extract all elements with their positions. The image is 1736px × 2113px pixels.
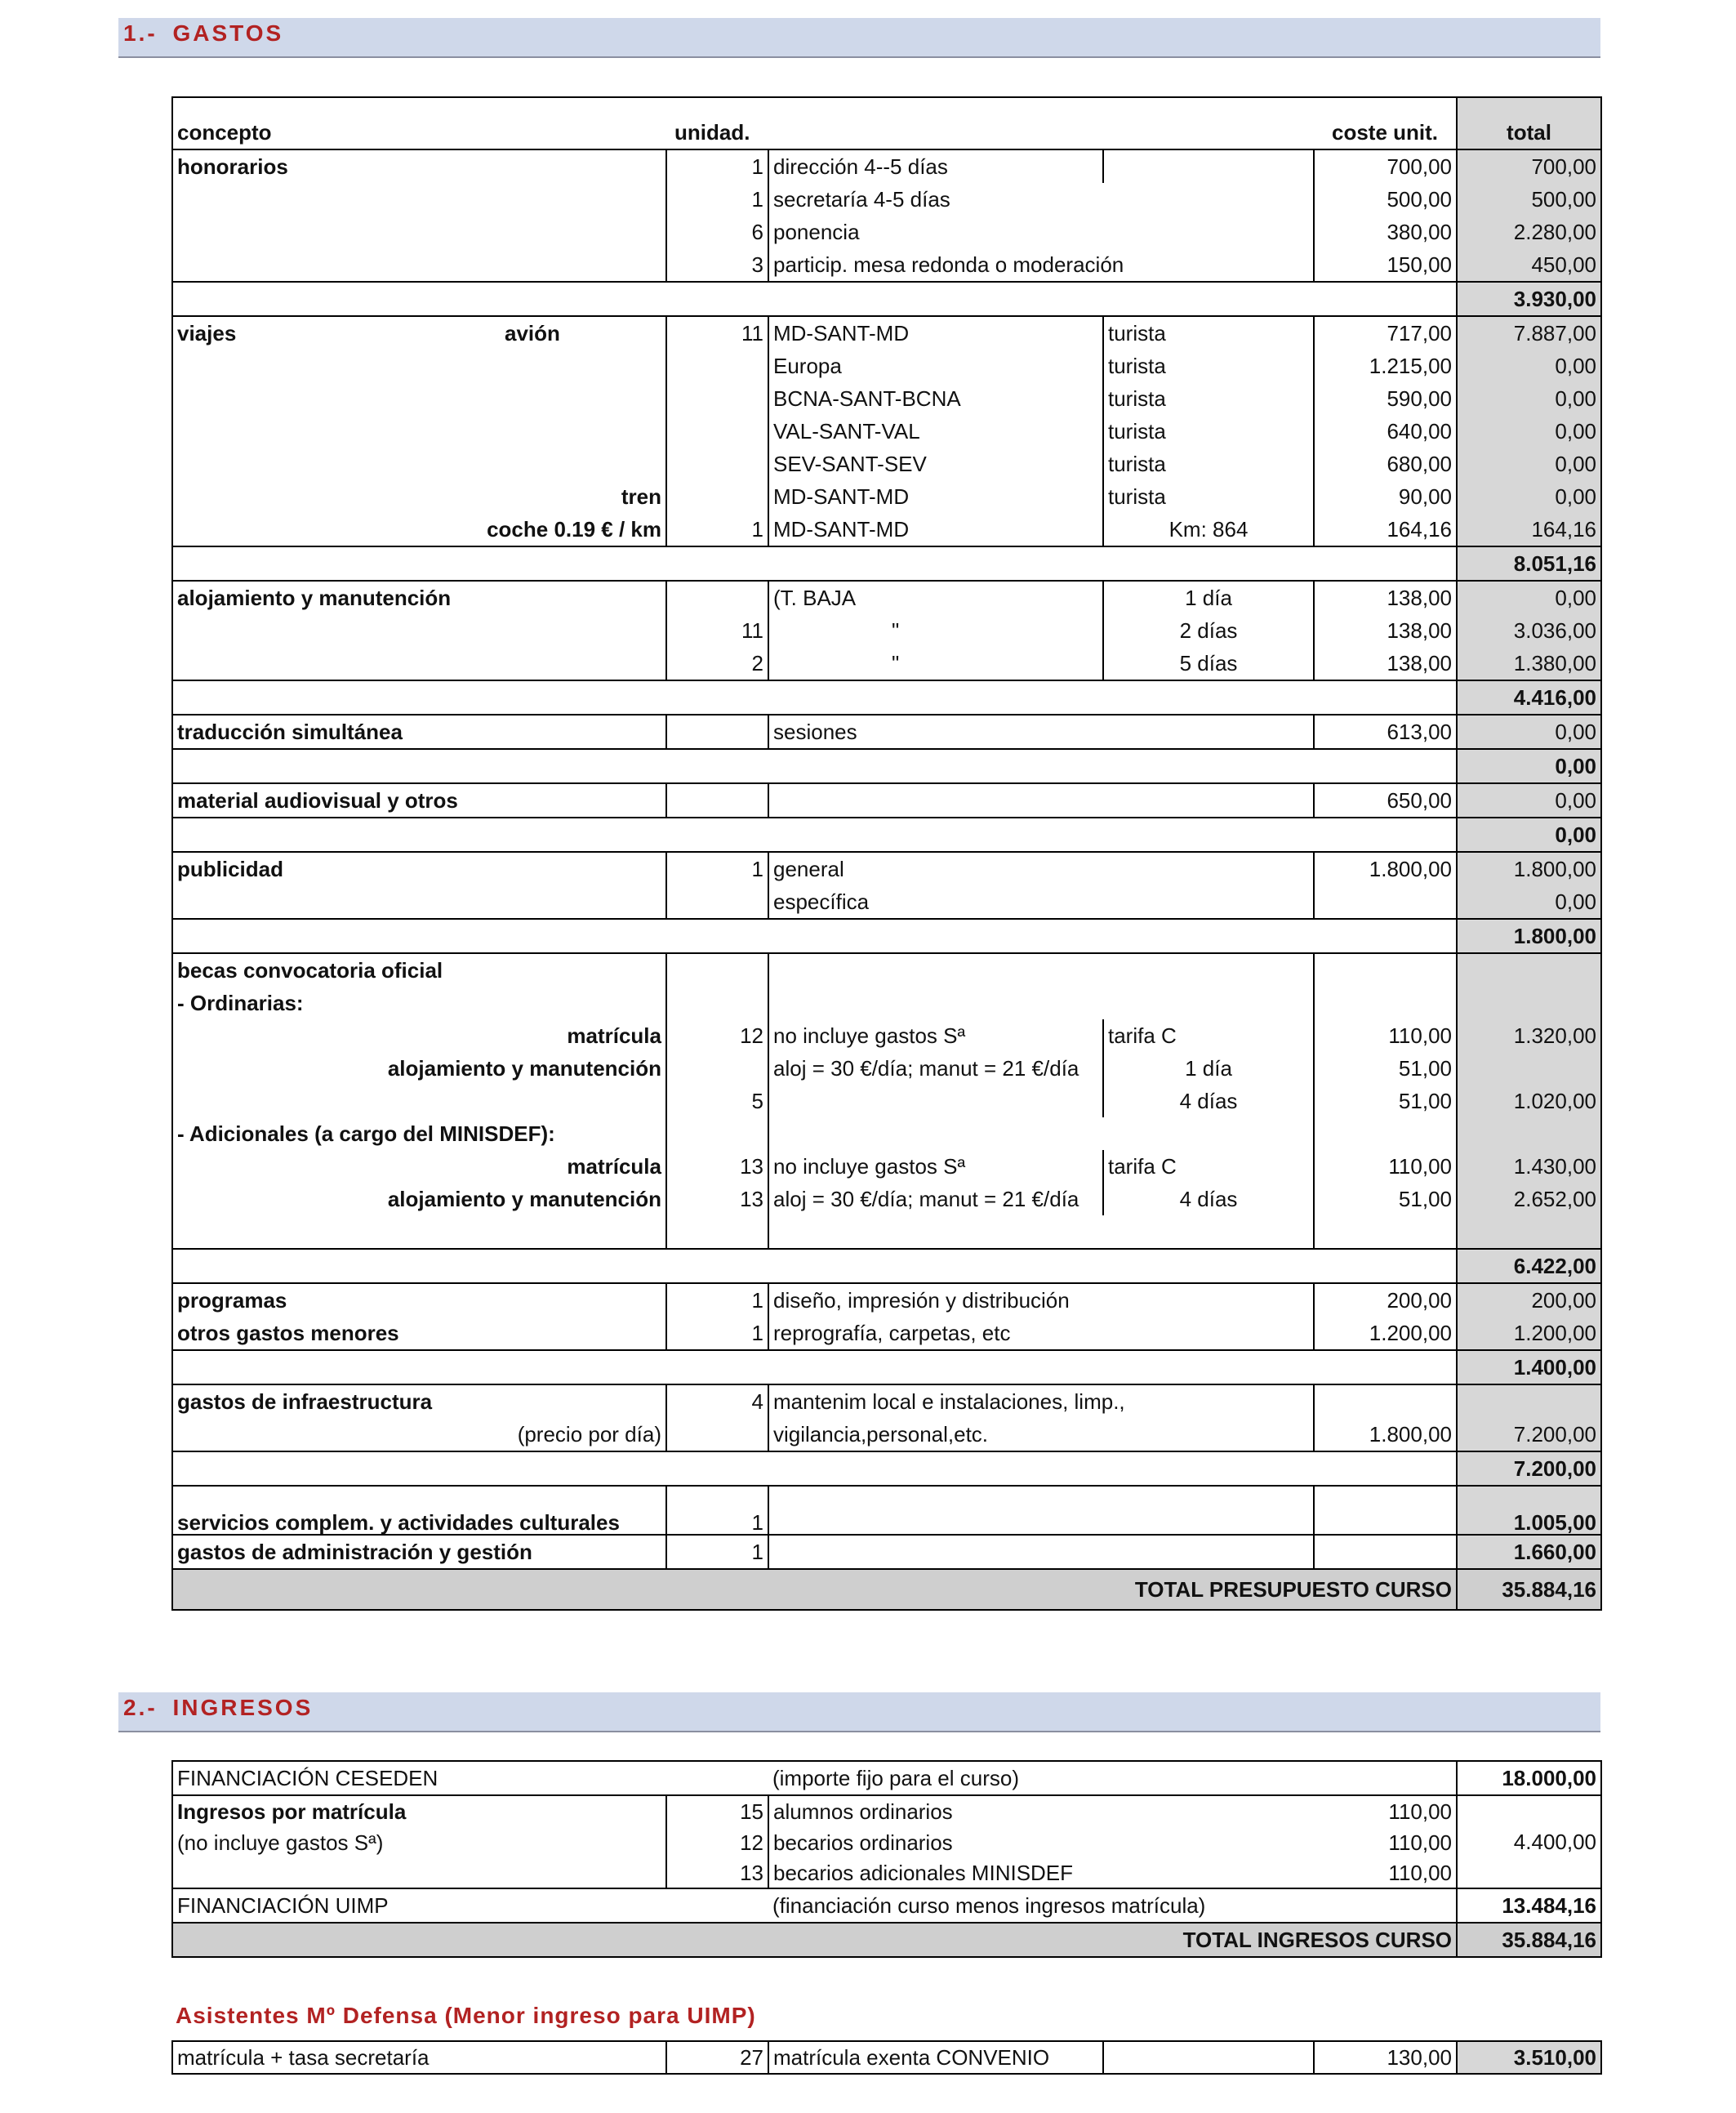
unit-cell: [666, 415, 768, 448]
description-cell: general: [768, 852, 1314, 885]
total-cell: 1.430,00: [1457, 1150, 1601, 1183]
matricula-units: 12: [666, 1827, 768, 1858]
type-cell: turista: [1103, 448, 1314, 480]
concept-cell: [172, 614, 666, 647]
col-unidad: unidad.: [674, 120, 750, 145]
unit-cell: 11: [666, 614, 768, 647]
matricula-desc: becarios adicionales MINISDEF: [773, 1861, 1074, 1885]
concept-cell: honorarios: [172, 149, 666, 183]
description-cell: particip. mesa redonda o moderación: [768, 248, 1314, 282]
gastos-heading: 1.- GASTOS: [123, 20, 284, 46]
ingresos-total-row: [172, 1923, 1601, 1957]
unit-cell: 1: [666, 149, 768, 183]
subtotal-row: [172, 680, 1601, 715]
gastos-line-item: [172, 953, 1601, 987]
price-cell: 200,00: [1387, 1288, 1452, 1313]
price-cell: 590,00: [1387, 386, 1452, 411]
total-cell: 164,16: [1457, 513, 1601, 546]
description-cell: no incluye gastos Sª: [768, 1150, 1103, 1183]
gastos-line-item: [172, 1535, 1601, 1569]
description-cell: [768, 783, 1314, 818]
gastos-line-item: [172, 852, 1601, 885]
matricula-row-2: [172, 1827, 1601, 1858]
gastos-line-item: [172, 614, 1601, 647]
subtotal-value: 0,00: [1457, 749, 1601, 783]
unit-cell: 1: [666, 183, 768, 216]
type-cell: turista: [1103, 382, 1314, 415]
subtotal-row: [172, 749, 1601, 783]
gastos-line-item: [172, 581, 1601, 614]
concept-cell: matrícula: [172, 1019, 666, 1052]
matricula-price: 110,00: [1388, 1799, 1453, 1824]
concept-cell: [172, 248, 666, 282]
type-cell: turista: [1103, 415, 1314, 448]
total-cell: 0,00: [1457, 448, 1601, 480]
price-cell: 164,16: [1387, 517, 1452, 542]
matricula-units: 13: [666, 1858, 768, 1888]
defensa-concept: matrícula + tasa secretaría: [172, 2041, 666, 2074]
matricula-sub: (no incluye gastos Sª): [172, 1827, 666, 1858]
description-cell: SEV-SANT-SEV: [768, 448, 1103, 480]
defensa-row: [172, 2041, 1601, 2074]
price-cell: 717,00: [1387, 321, 1452, 345]
unit-cell: [666, 448, 768, 480]
type-cell: turista: [1103, 350, 1314, 382]
description-cell: específica: [768, 885, 1314, 919]
matricula-total: 4.400,00: [1457, 1795, 1601, 1888]
type-cell: 4 días: [1103, 1085, 1314, 1117]
concept-cell: [172, 448, 666, 480]
total-cell: 1.660,00: [1457, 1535, 1601, 1569]
gastos-line-item: [172, 149, 1601, 183]
total-cell: 500,00: [1457, 183, 1601, 216]
unit-cell: 2: [666, 647, 768, 680]
type-cell: tarifa C: [1103, 1019, 1314, 1052]
total-cell: 200,00: [1457, 1283, 1601, 1317]
total-cell: 2.280,00: [1457, 216, 1601, 248]
concept-cell: [172, 316, 666, 350]
description-cell: [768, 1215, 1314, 1249]
gastos-line-item: [172, 480, 1601, 513]
description-cell: sesiones: [768, 715, 1314, 749]
price-cell: 138,00: [1387, 586, 1452, 610]
gastos-line-item: [172, 382, 1601, 415]
concept-cell: [172, 382, 666, 415]
concept-cell: servicios complem. y actividades culturales: [172, 1486, 666, 1535]
col-concepto: concepto: [177, 120, 272, 145]
gastos-line-item: [172, 885, 1601, 919]
matricula-label: Ingresos por matrícula: [172, 1795, 666, 1827]
gastos-line-item: [172, 1384, 1601, 1418]
price-cell: [1314, 885, 1457, 919]
defensa-units: 27: [666, 2041, 768, 2074]
defensa-table: [171, 2040, 1602, 2075]
total-cell: 1.800,00: [1457, 852, 1601, 885]
col-coste: coste unit.: [1331, 120, 1438, 145]
subtotal-row: [172, 818, 1601, 852]
price-cell: 51,00: [1398, 1187, 1452, 1211]
total-cell: 0,00: [1457, 415, 1601, 448]
price-cell: [1314, 953, 1457, 987]
gastos-line-item: [172, 350, 1601, 382]
concept-cell: - Adicionales (a cargo del MINISDEF):: [172, 1117, 666, 1150]
concept-cell: [172, 183, 666, 216]
price-cell: 1.800,00: [1369, 857, 1452, 881]
price-cell: 700,00: [1387, 154, 1452, 179]
gastos-section-header: [118, 18, 1600, 58]
concept-cell: otros gastos menores: [172, 1317, 666, 1350]
unit-cell: 1: [666, 852, 768, 885]
price-cell: 51,00: [1398, 1056, 1452, 1081]
concept-cell: tren: [172, 480, 666, 513]
unit-cell: 6: [666, 216, 768, 248]
concept-cell: gastos de administración y gestión: [172, 1535, 666, 1569]
matricula-row-1: [172, 1795, 1601, 1827]
concept-cell: [172, 1215, 666, 1249]
gastos-line-item: [172, 715, 1601, 749]
ceseden-total: 18.000,00: [1457, 1761, 1601, 1795]
gastos-line-item: [172, 216, 1601, 248]
price-cell: [1314, 1384, 1457, 1418]
gastos-total-label: TOTAL PRESUPUESTO CURSO: [172, 1569, 1457, 1610]
unit-cell: [666, 1215, 768, 1249]
ingresos-heading: 2.- INGRESOS: [123, 1695, 314, 1720]
gastos-line-item: [172, 448, 1601, 480]
unit-cell: 13: [666, 1183, 768, 1215]
unit-cell: [666, 350, 768, 382]
unit-cell: [666, 953, 768, 987]
matricula-row-3: [172, 1858, 1601, 1888]
unit-cell: 1: [666, 513, 768, 546]
ingresos-table: [171, 1760, 1602, 1958]
concept-cell: [172, 216, 666, 248]
total-cell: 0,00: [1457, 885, 1601, 919]
total-cell: 0,00: [1457, 350, 1601, 382]
subtotal-value: 4.416,00: [1457, 680, 1601, 715]
gastos-line-item: [172, 1085, 1601, 1117]
gastos-header-row: [172, 97, 1601, 149]
gastos-line-item: [172, 248, 1601, 282]
col-total: total: [1457, 97, 1601, 149]
type-cell: 5 días: [1103, 647, 1314, 680]
unit-cell: [666, 1117, 768, 1150]
uimp-label: FINANCIACIÓN UIMP: [177, 1893, 389, 1918]
unit-cell: 1: [666, 1317, 768, 1350]
description-cell: mantenim local e instalaciones, limp.,: [768, 1384, 1314, 1418]
description-cell: aloj = 30 €/día; manut = 21 €/día: [768, 1052, 1103, 1085]
description-cell: ": [768, 647, 1103, 680]
ingresos-section-header: [118, 1692, 1600, 1732]
uimp-total: 13.484,16: [1457, 1888, 1601, 1923]
gastos-line-item: [172, 415, 1601, 448]
type-cell: tarifa C: [1103, 1150, 1314, 1183]
unit-cell: [666, 987, 768, 1019]
gastos-line-item: [172, 783, 1601, 818]
total-cell: 3.036,00: [1457, 614, 1601, 647]
matricula-units: 15: [666, 1795, 768, 1827]
total-cell: 0,00: [1457, 382, 1601, 415]
concept-cell: [172, 885, 666, 919]
gastos-line-item: [172, 1150, 1601, 1183]
type-cell: turista: [1103, 316, 1314, 350]
price-cell: 1.800,00: [1369, 1422, 1452, 1447]
price-cell: 150,00: [1387, 252, 1452, 277]
description-cell: VAL-SANT-VAL: [768, 415, 1103, 448]
total-cell: 1.380,00: [1457, 647, 1601, 680]
price-cell: [1314, 1215, 1457, 1249]
unit-cell: 5: [666, 1085, 768, 1117]
defensa-title: Asistentes Mº Defensa (Menor ingreso para UIMP): [176, 2003, 756, 2028]
gastos-total-row: [172, 1569, 1601, 1610]
total-cell: 0,00: [1457, 715, 1601, 749]
total-cell: 2.652,00: [1457, 1183, 1601, 1215]
gastos-line-item: [172, 183, 1601, 216]
gastos-line-item: [172, 513, 1601, 546]
unit-cell: [666, 885, 768, 919]
concept-cell: becas convocatoria oficial: [172, 953, 666, 987]
subtotal-value: 1.800,00: [1457, 919, 1601, 953]
subtotal-value: 3.930,00: [1457, 282, 1601, 316]
uimp-note: (financiación curso menos ingresos matrícula): [772, 1893, 1206, 1918]
price-cell: 613,00: [1387, 720, 1452, 744]
subtotal-row: [172, 282, 1601, 316]
description-cell: ": [768, 614, 1103, 647]
concept-cell: [172, 647, 666, 680]
total-cell: 1.020,00: [1457, 1085, 1601, 1117]
total-cell: 0,00: [1457, 581, 1601, 614]
total-cell: [1457, 1215, 1601, 1249]
subtotal-value: 8.051,16: [1457, 546, 1601, 581]
unit-cell: 1: [666, 1486, 768, 1535]
description-cell: no incluye gastos Sª: [768, 1019, 1103, 1052]
description-cell: MD-SANT-MD: [768, 480, 1103, 513]
gastos-line-item: [172, 1317, 1601, 1350]
matricula-price: 110,00: [1388, 1861, 1453, 1885]
gastos-line-item: [172, 987, 1601, 1019]
concept-cell: material audiovisual y otros: [172, 783, 666, 818]
price-cell: 1.200,00: [1369, 1321, 1452, 1345]
description-cell: (T. BAJA: [768, 581, 1103, 614]
concept-cell: [172, 1085, 666, 1117]
description-cell: [768, 1486, 1314, 1535]
subtotal-value: 0,00: [1457, 818, 1601, 852]
subtotal-value: 6.422,00: [1457, 1249, 1601, 1283]
price-cell: 138,00: [1387, 651, 1452, 675]
price-cell: 90,00: [1398, 484, 1452, 509]
price-cell: 110,00: [1388, 1023, 1452, 1048]
gastos-line-item: [172, 1215, 1601, 1249]
description-cell: aloj = 30 €/día; manut = 21 €/día: [768, 1183, 1103, 1215]
description-cell: [768, 1535, 1314, 1569]
matricula-price: 110,00: [1388, 1830, 1453, 1855]
total-cell: 700,00: [1457, 149, 1601, 183]
price-cell: 380,00: [1387, 220, 1452, 244]
description-cell: [768, 1117, 1314, 1150]
total-cell: 0,00: [1457, 783, 1601, 818]
unit-cell: [666, 480, 768, 513]
type-cell: 1 día: [1103, 581, 1314, 614]
total-cell: 1.200,00: [1457, 1317, 1601, 1350]
description-cell: [768, 1085, 1103, 1117]
price-cell: 138,00: [1387, 618, 1452, 643]
price-cell: 640,00: [1387, 419, 1452, 444]
unit-cell: 4: [666, 1384, 768, 1418]
gastos-table: [171, 96, 1602, 1611]
unit-cell: 3: [666, 248, 768, 282]
description-cell: dirección 4--5 días: [768, 149, 1103, 183]
description-cell: BCNA-SANT-BCNA: [768, 382, 1103, 415]
total-cell: 7.887,00: [1457, 316, 1601, 350]
description-cell: ponencia: [768, 216, 1314, 248]
description-cell: MD-SANT-MD: [768, 316, 1103, 350]
concept-cell: gastos de infraestructura: [172, 1384, 666, 1418]
concept-cell: publicidad: [172, 852, 666, 885]
ingresos-total-label: TOTAL INGRESOS CURSO: [172, 1923, 1457, 1957]
total-cell: 1.320,00: [1457, 1019, 1601, 1052]
gastos-line-item: [172, 1183, 1601, 1215]
description-cell: [768, 953, 1314, 987]
ceseden-note: (importe fijo para el curso): [772, 1766, 1019, 1790]
price-cell: [1314, 1117, 1457, 1150]
total-cell: [1457, 1117, 1601, 1150]
concept-cell: alojamiento y manutención: [172, 581, 666, 614]
price-cell: 110,00: [1388, 1154, 1452, 1179]
concept-cell: alojamiento y manutención: [172, 1052, 666, 1085]
concept-cell: [172, 415, 666, 448]
unit-cell: [666, 1052, 768, 1085]
description-cell: diseño, impresión y distribución: [768, 1283, 1314, 1317]
total-cell: [1457, 953, 1601, 987]
type-cell: [1103, 149, 1314, 183]
unit-cell: 1: [666, 1283, 768, 1317]
unit-cell: [666, 581, 768, 614]
unit-cell: 11: [666, 316, 768, 350]
defensa-price: 130,00: [1387, 2045, 1452, 2070]
price-cell: [1314, 1535, 1457, 1569]
concept-cell: (precio por día): [172, 1418, 666, 1451]
uimp-row: [172, 1888, 1601, 1923]
concept-cell: coche 0.19 € / km: [172, 513, 666, 546]
gastos-total-value: 35.884,16: [1457, 1569, 1601, 1610]
total-cell: 1.005,00: [1457, 1486, 1601, 1535]
description-cell: vigilancia,personal,etc.: [768, 1418, 1314, 1451]
description-cell: reprografía, carpetas, etc: [768, 1317, 1314, 1350]
unit-cell: [666, 382, 768, 415]
defensa-desc: matrícula exenta CONVENIO: [768, 2041, 1103, 2074]
total-cell: [1457, 987, 1601, 1019]
gastos-line-item: [172, 647, 1601, 680]
type-cell: Km: 864: [1103, 513, 1314, 546]
unit-cell: [666, 1418, 768, 1451]
total-cell: 450,00: [1457, 248, 1601, 282]
gastos-line-item: [172, 1283, 1601, 1317]
type-cell: 1 día: [1103, 1052, 1314, 1085]
subtotal-row: [172, 546, 1601, 581]
gastos-line-item: [172, 1117, 1601, 1150]
price-cell: 500,00: [1387, 187, 1452, 212]
description-cell: [768, 987, 1314, 1019]
type-cell: turista: [1103, 480, 1314, 513]
total-cell: 7.200,00: [1457, 1418, 1601, 1451]
defensa-total: 3.510,00: [1457, 2041, 1601, 2074]
unit-cell: 1: [666, 1535, 768, 1569]
subtotal-value: 1.400,00: [1457, 1350, 1601, 1384]
description-cell: Europa: [768, 350, 1103, 382]
subtotal-row: [172, 919, 1601, 953]
matricula-desc: alumnos ordinarios: [773, 1799, 953, 1824]
concept-cell: matrícula: [172, 1150, 666, 1183]
gastos-line-item: [172, 1019, 1601, 1052]
matricula-desc: becarios ordinarios: [773, 1830, 953, 1855]
price-cell: 680,00: [1387, 452, 1452, 476]
type-cell: 2 días: [1103, 614, 1314, 647]
subtotal-row: [172, 1451, 1601, 1486]
gastos-line-item: [172, 1052, 1601, 1085]
gastos-line-item: [172, 316, 1601, 350]
subtotal-row: [172, 1350, 1601, 1384]
total-cell: 0,00: [1457, 480, 1601, 513]
concept-label: viajes: [177, 321, 237, 345]
description-cell: secretaría 4-5 días: [768, 183, 1314, 216]
price-cell: 51,00: [1398, 1089, 1452, 1113]
concept-cell: traducción simultánea: [172, 715, 666, 749]
price-cell: 650,00: [1387, 788, 1452, 813]
type-cell: 4 días: [1103, 1183, 1314, 1215]
concept-cell: alojamiento y manutención: [172, 1183, 666, 1215]
ceseden-row: [172, 1761, 1601, 1795]
ingresos-total-value: 35.884,16: [1457, 1923, 1601, 1957]
unit-cell: [666, 715, 768, 749]
total-cell: [1457, 1384, 1601, 1418]
concept-cell: - Ordinarias:: [172, 987, 666, 1019]
concept-cell: programas: [172, 1283, 666, 1317]
concept-sublabel: avión: [505, 321, 560, 345]
unit-cell: [666, 783, 768, 818]
subtotal-value: 7.200,00: [1457, 1451, 1601, 1486]
gastos-line-item: [172, 1486, 1601, 1535]
description-cell: MD-SANT-MD: [768, 513, 1103, 546]
price-cell: [1314, 1486, 1457, 1535]
unit-cell: 12: [666, 1019, 768, 1052]
price-cell: 1.215,00: [1369, 354, 1452, 378]
concept-cell: [172, 350, 666, 382]
ceseden-label: FINANCIACIÓN CESEDEN: [177, 1766, 438, 1790]
price-cell: [1314, 987, 1457, 1019]
subtotal-row: [172, 1249, 1601, 1283]
unit-cell: 13: [666, 1150, 768, 1183]
total-cell: [1457, 1052, 1601, 1085]
gastos-line-item: [172, 1418, 1601, 1451]
